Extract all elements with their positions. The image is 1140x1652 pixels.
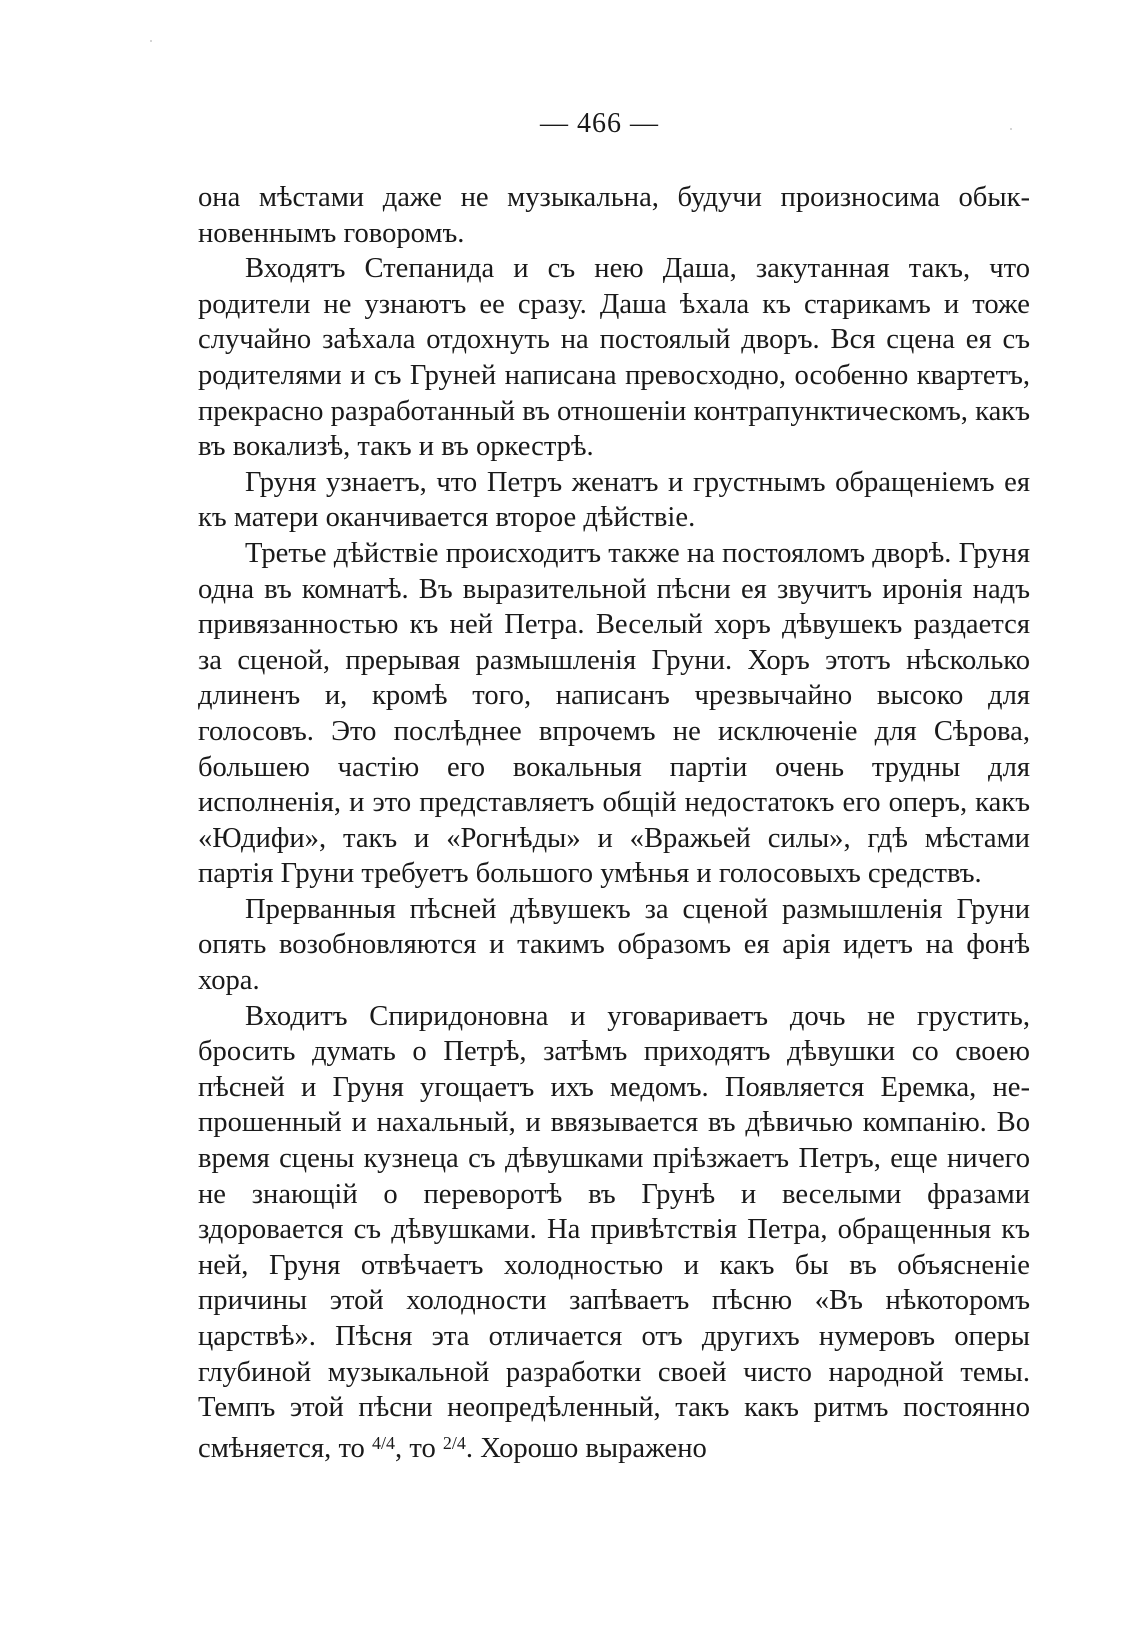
- paragraph-text: Входитъ Спиридоновна и уговариваетъ дочь не грустить, бросить думать о Петрѣ, затѣмъ приходятъ дѣвушки со своею пѣсней и Груня угощаетъ ихъ медомъ. Появляется Еремка, непрошенный и нахальный, и ввязывается въ дѣвичью компанію. Во время сцены кузнеца съ дѣвушками пріѣзжаетъ Петръ, еще ничего не знающій о переворотѣ въ Грунѣ и веселыми фразами здоровается съ дѣвушками. На привѣтствія Петра, обращенныя къ ней, Груня отвѣчаетъ холодностью и какъ бы въ объясненіе причины этой холодности запѣваетъ пѣсню «Въ нѣкоторомъ царствѣ». Пѣсня эта отличается отъ другихъ нумеровъ оперы глубиной музыкальной разработки своей чисто народной темы. Темпъ этой пѣсни неопредѣленный, такъ какъ ритмъ постоянно смѣняется, то: [198, 1000, 1030, 1464]
- paragraph: [198, 999, 1030, 1467]
- paragraph-text: , то: [395, 1432, 436, 1464]
- paragraph-text: . Хорошо выражено: [465, 1432, 707, 1464]
- paragraph: Груня узнаетъ, что Петръ женатъ и грустнымъ обращеніемъ ея къ матери оканчивается второе дѣйствіе.: [198, 466, 1030, 534]
- paragraph: она мѣстами даже не музыкальна, будучи произносима обыкновеннымъ говоромъ.: [198, 182, 1030, 249]
- margin-speck: [150, 40, 152, 42]
- paragraph: Третье дѣйствіе происходитъ также на постояломъ дворѣ. Груня одна въ комнатѣ. Въ выразительной пѣсни ея звучитъ иронія надъ привязанностью къ ней Петра. Веселый хоръ дѣвушекъ раздается за сценой, прерывая размышленія Груни. Хоръ этотъ нѣсколько длиненъ и, кромѣ того, написанъ чрезвычайно высоко для голосовъ. Это послѣднее впрочемъ не исключеніе для Сѣрова, большею частію его вокальныя партіи очень трудны для исполненія, и это представляетъ общій недостатокъ его оперъ, какъ «Юдифи», такъ и «Рогнѣды» и «Вражьей силы», гдѣ мѣстами партія Груни требуетъ большого умѣнья и голосовыхъ средствъ.: [198, 537, 1030, 890]
- margin-speck: [1010, 128, 1012, 130]
- page-number: — 466 —: [540, 108, 659, 139]
- page-body: [198, 180, 1030, 1466]
- paragraph: Прерванныя пѣсней дѣвушекъ за сценой размышленія Груни опять возобновляются и такимъ образомъ ея арія идетъ на фонѣ хора.: [198, 893, 1030, 997]
- paragraph: Входятъ Степанида и съ нею Даша, закутанная такъ, что родители не узнаютъ ее сразу. Даша ѣхала къ старикамъ и тоже случайно заѣхала отдохнуть на постоялый дворъ. Вся сцена ея съ родителями и съ Груней написана превосходно, особенно квартетъ, прекрасно разработанный въ отношеніи контрапунктическомъ, какъ въ вокализѣ, такъ и въ оркестрѣ.: [198, 253, 1030, 463]
- time-signature: 4/4: [372, 1432, 396, 1453]
- time-signature: 2/4: [442, 1432, 466, 1453]
